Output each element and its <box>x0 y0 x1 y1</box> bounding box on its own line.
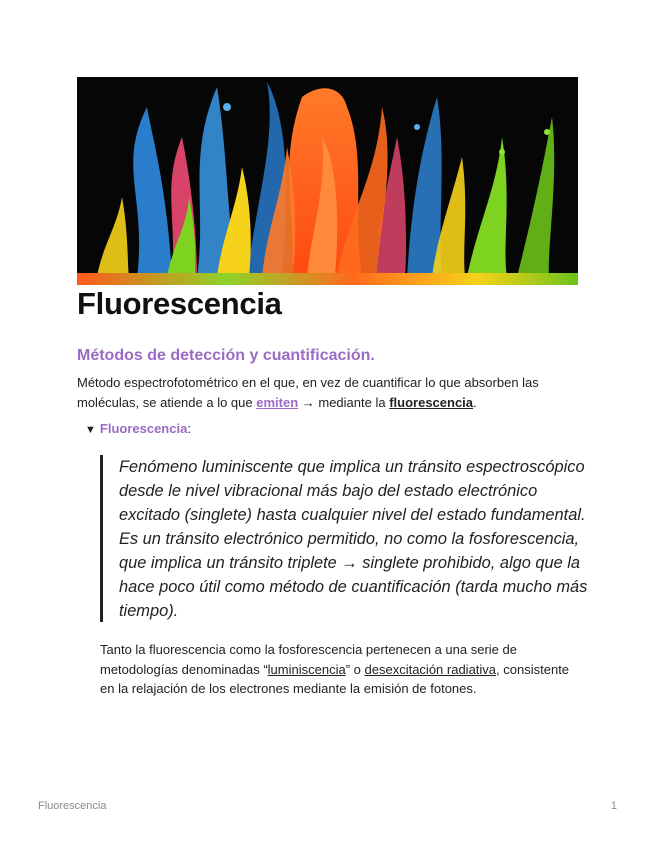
emiten-link[interactable]: emiten <box>256 395 299 410</box>
toggle-colon: : <box>187 421 191 436</box>
fluorescencia-link[interactable]: fluorescencia <box>389 395 474 410</box>
intro-paragraph <box>77 373 547 413</box>
body-text-middle: ” o <box>345 661 365 677</box>
link-arrow-icon: → <box>301 395 315 410</box>
page-number: 1 <box>610 800 617 812</box>
quote-text: Fenómeno luminiscente que implica un tránsito espectroscópico desde le nivel vibracional más bajo del estado electrónico excitado (singlete) hasta cualquier nivel del estado fundamental. Es un tránsito electrónico permitido, no como la fosforescencia, que implica un tránsito triplete → singlete prohibido, algo que la hace poco útil como método de cuantificación (tarda mucho más tiempo). <box>119 458 588 620</box>
definition-quote <box>100 455 599 622</box>
section-heading: Métodos de detección y cuantificación. <box>77 347 375 364</box>
body-text-after: , consistente en la relajación de los electrones mediante la emisión de fotones. <box>100 661 570 696</box>
intro-text-before: Método espectrofotométrico en el que, en vez de cuantificar lo que absorben las moléculas, se atiende a lo que <box>77 375 539 410</box>
body-text-before: Tanto la fluorescencia como la fosforescencia pertenecen a una serie de metodologías denominadas “ <box>100 642 517 677</box>
intro-text-after: . <box>473 395 477 410</box>
toggle-label[interactable]: Fluorescencia <box>99 421 188 436</box>
luminiscencia-link[interactable]: luminiscencia <box>267 661 346 677</box>
paint-splash-image <box>77 77 578 285</box>
page-title: Fluorescencia <box>77 286 282 321</box>
footer-title: Fluorescencia <box>38 800 107 812</box>
intro-text-middle: mediante la <box>314 395 390 410</box>
hero-image <box>77 77 578 285</box>
body-paragraph <box>100 640 570 699</box>
toggle-triangle-icon[interactable]: ▼ <box>85 424 96 436</box>
fluorescencia-toggle[interactable] <box>85 420 191 439</box>
desexcitacion-link[interactable]: desexcitación radiativa <box>364 661 497 677</box>
